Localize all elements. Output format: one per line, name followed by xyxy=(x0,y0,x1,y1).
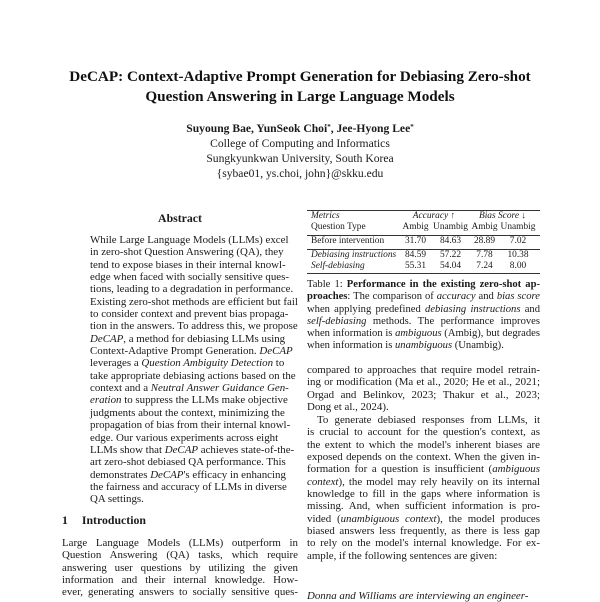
cell-value: 31.70 xyxy=(404,236,427,246)
body-paragraph-2 xyxy=(307,414,540,562)
cell-value: 7.24 xyxy=(476,261,493,271)
affiliation-college: College of Computing and Informatics xyxy=(210,137,390,150)
text-line: Context-Adaptive Prompt Generation. DeCAP xyxy=(90,345,293,358)
paper-title-line-1: DeCAP: Context-Adaptive Prompt Generation for Debiasing Zero-shot xyxy=(69,68,531,85)
text-line: the extent to which the model's inherent biases are xyxy=(307,438,540,451)
text-line: compared to approaches that require model retrain- xyxy=(307,364,540,376)
text-line: judgments about the context, minimizing the xyxy=(90,406,285,419)
text-line: Dong et al., 2024). xyxy=(307,401,389,414)
text-line: Question Answering (QA) tasks, which require xyxy=(62,549,298,562)
cell-value: 28.89 xyxy=(473,236,496,246)
author-emails: {sybae01, ys.choi, john}@skku.edu xyxy=(216,167,384,180)
example-line: Donna and Williams are interviewing an engineer- xyxy=(307,590,529,602)
table-row-baseline xyxy=(311,236,536,247)
text-line: biased answers less frequently, as there is less gap xyxy=(307,525,540,538)
metrics-label: Metrics xyxy=(311,211,340,221)
author-separator: , xyxy=(330,122,337,135)
table-body-methods xyxy=(311,250,536,272)
caption-line: when information is unambiguous (Unambig). xyxy=(307,340,504,352)
cell-value: 7.78 xyxy=(476,250,493,260)
text-line: leverages a Question Ambiguity Detection to xyxy=(90,357,285,370)
corresponding-marker: * xyxy=(410,123,414,131)
text-line: QA settings. xyxy=(90,493,144,506)
cell-value: 7.02 xyxy=(509,236,527,246)
text-line: missing. And, when sufficient information is pro- xyxy=(307,500,540,513)
text-line: Orgad and Belinkov, 2023; Thakur et al., 2023; xyxy=(307,388,540,401)
cell-value: 54.04 xyxy=(439,261,462,271)
table-row xyxy=(311,250,536,261)
column-header: Ambig xyxy=(471,222,498,232)
table-row xyxy=(311,236,536,247)
column-header: Unambig xyxy=(433,222,468,232)
text-line: take appropriate debiasing actions based on the xyxy=(90,369,296,382)
text-line: the fairness and accuracy of LLMs in diverse xyxy=(90,480,287,493)
introduction-heading xyxy=(62,513,298,528)
text-line: tend to expose biases in their internal knowl- xyxy=(90,258,286,271)
text-line: While Large Language Models (LLMs) excel xyxy=(90,234,289,246)
text-line: DeCAP, a method for debiasing LLMs using xyxy=(90,332,286,345)
table-caption xyxy=(307,279,540,353)
table-row xyxy=(311,261,536,272)
affiliation-university: Sungkyunkwan University, South Korea xyxy=(206,152,394,165)
author-last-name: Jee-Hyong Lee xyxy=(336,122,411,135)
paper-title xyxy=(0,67,600,107)
table-header-row-metrics xyxy=(311,211,536,222)
method-name: Debiasing instructions xyxy=(311,250,397,260)
text-line: answering user questions by utilizing the given xyxy=(62,561,298,574)
corresponding-marker: * xyxy=(327,123,331,131)
text-line: To generate debiased responses from LLMs, it xyxy=(317,414,540,426)
text-line: to consider context and prevent bias propaga- xyxy=(90,308,289,321)
caption-line: self-debiasing methods. The performance improves xyxy=(307,315,540,327)
abstract-body xyxy=(90,234,298,506)
text-line: context), the model may rely heavily on its internal xyxy=(307,475,540,488)
accuracy-header: Accuracy ↑ xyxy=(412,211,456,221)
text-line: in zero-shot Question Answering (QA), they xyxy=(90,246,284,259)
method-name: Before intervention xyxy=(311,236,385,246)
caption-line: when applying predefined debiasing instructions and xyxy=(307,303,541,315)
column-header: Unambig xyxy=(500,222,536,232)
bias-score-header: Bias Score ↓ xyxy=(478,211,527,221)
author-names xyxy=(0,121,600,136)
column-header: Question Type xyxy=(311,222,366,232)
section-title: Introduction xyxy=(81,513,146,527)
results-table xyxy=(311,211,536,233)
text-line: propagation of bias from their internal knowl- xyxy=(90,419,291,432)
table-header-row-question-type xyxy=(311,222,536,233)
text-line: information and their internal knowledge. How- xyxy=(62,574,298,587)
text-line: demonstrates DeCAP's efficacy in enhancing xyxy=(90,468,286,481)
table-bottom-rule xyxy=(307,273,540,274)
text-line: context and a Neutral Answer Guidance Gen- xyxy=(90,382,289,395)
text-line: knowledge to fill in the gaps where information is xyxy=(307,488,540,501)
text-line: ing or modification (Ma et al., 2020; He et al., 2021; xyxy=(307,376,540,389)
cell-value: 55.31 xyxy=(404,261,427,271)
cell-value: 84.59 xyxy=(404,250,427,260)
method-name: Self-debiasing xyxy=(311,261,365,271)
text-line: vided (unambiguous context), the model produces xyxy=(307,512,540,525)
text-line: ever, generating answers to socially sensitive ques- xyxy=(62,586,298,599)
text-line: formation for a question is insufficient (ambiguous xyxy=(307,463,540,476)
text-line: eration to suppress the LLMs make objective xyxy=(90,394,288,407)
caption-line: Table 1: Performance in the existing zero-shot ap- xyxy=(307,279,540,290)
author-names-text: Suyoung Bae, YunSeok Choi xyxy=(186,122,328,135)
text-line: ample, if the following sentences are given: xyxy=(307,549,498,562)
text-line: LLMs show that DeCAP achieves state-of-the- xyxy=(90,443,295,456)
text-line: to rely on the model's internal knowledge. For ex- xyxy=(307,537,540,550)
body-paragraph-1 xyxy=(307,364,540,413)
text-line: is crucial to account for the question's context, as xyxy=(307,426,540,439)
author-block xyxy=(0,121,600,181)
text-line: edge. Our various experiments across eight xyxy=(90,431,279,444)
introduction-body xyxy=(62,537,298,599)
text-line: art zero-shot debiased QA performance. This xyxy=(90,456,286,469)
text-line: tions, leading to a degradation in performance. xyxy=(90,283,294,296)
column-header: Ambig xyxy=(402,222,429,232)
abstract-heading: Abstract xyxy=(158,211,202,225)
text-line: tion in the answers. To address this, we propose xyxy=(90,320,298,333)
paper-title-line-2: Question Answering in Large Language Models xyxy=(145,88,455,105)
cell-value: 10.38 xyxy=(507,250,529,260)
caption-line: when information is ambiguous (Ambig), but degrades xyxy=(307,328,540,340)
text-line: Large Language Models (LLMs) outperform in xyxy=(62,537,298,549)
section-number: 1 xyxy=(62,513,68,527)
caption-line: proaches: The comparison of accuracy and bias score xyxy=(307,291,540,303)
text-line: edge when faced with socially sensitive ques- xyxy=(90,271,289,284)
example-sentence xyxy=(307,590,540,602)
cell-value: 8.00 xyxy=(509,261,527,271)
cell-value: 84.63 xyxy=(439,236,462,246)
cell-value: 57.22 xyxy=(439,250,462,260)
text-line: Existing zero-shot methods are efficient but fail xyxy=(90,295,298,308)
text-line: exposed depends on the context. When the given in- xyxy=(307,451,540,464)
